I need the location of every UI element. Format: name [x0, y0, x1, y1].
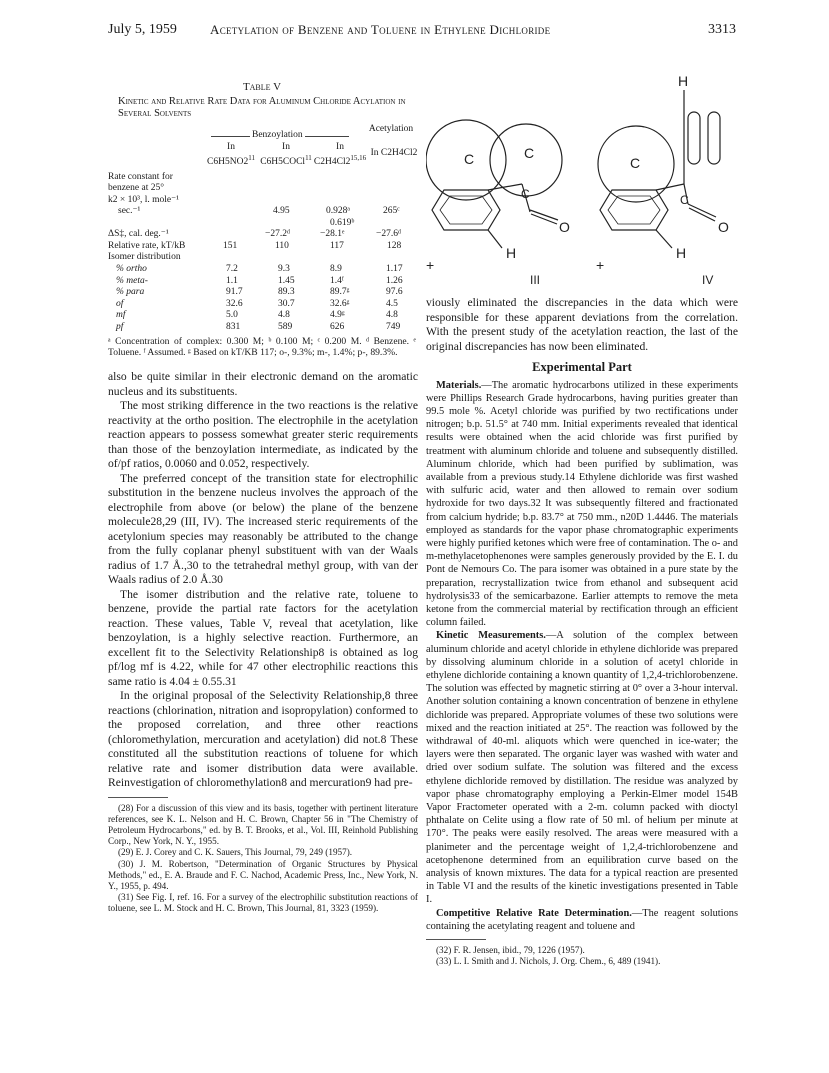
table-row: Rate constant for	[108, 171, 173, 182]
label-o: O	[718, 219, 729, 235]
table-cell: 7.2	[226, 264, 238, 275]
table-cell: 589	[278, 322, 293, 333]
table-row: sec.⁻¹ 4.95 0.928ᵃ 0.619ᵇ 265ᶜ	[118, 206, 400, 228]
table-cell: 4.8	[386, 310, 398, 321]
col-header-ethylene-dichloride: In C2H4Cl2$^{15,16}$	[313, 141, 367, 168]
table-cell: 89.3	[278, 287, 295, 298]
table-notes: ᵃ Concentration of complex: 0.300 M; ᵇ 0.100 M; ᶜ 0.200 M. ᵈ Benzene. ᵉ Toluene. ᶠ Assumed. ᵍ Based on kT/KB 117; o-, 9.3%; m-, 1.4%; p-, 89.3%.	[108, 335, 416, 359]
table-cell: 30.7	[278, 298, 295, 309]
table-cell: 831	[226, 322, 241, 333]
table-v	[108, 82, 416, 359]
col-header-ethylene-dichloride-2: In C2H4Cl2	[370, 147, 418, 158]
footnote: (30) J. M. Robertson, "Determination of Organic Structures by Physical Methods," ed., E. A. Braude and F. C. Nachod, Academic Press, Inc., New York, N. Y., 1955, p. 494.	[108, 858, 418, 891]
label-o: O	[559, 219, 570, 235]
table-cell: 8.9	[330, 264, 342, 275]
isomer-rows	[108, 264, 416, 334]
left-column	[108, 370, 418, 915]
transition-state-figure	[426, 72, 746, 292]
table-row: Isomer distribution	[108, 252, 181, 263]
label-h: H	[506, 245, 517, 261]
lobe-iv-1	[688, 112, 700, 164]
table-cell: 626	[330, 322, 345, 333]
table-cell: 91.7	[226, 287, 243, 298]
row-label: mf	[116, 310, 126, 321]
table-cell: 32.6	[226, 298, 243, 309]
right-column	[426, 296, 738, 967]
row-label: % meta-	[116, 275, 148, 286]
footnotes	[426, 945, 738, 967]
table-cell: 1.45	[278, 275, 295, 286]
table-cell: 4.9ᵍ	[330, 310, 345, 321]
row-label: of	[116, 298, 124, 309]
row-label: % para	[116, 287, 145, 298]
col-header-benzoyl-chloride: In C6H5COCl$^{11}$	[260, 141, 312, 168]
table-row	[108, 287, 416, 299]
table-row: benzene at 25°	[108, 183, 165, 194]
header-title: Acetylation of Benzene and Toluene in Ethylene Dichloride	[210, 22, 551, 37]
col-header-nitrobenzene: In $C6H5NO2^{11}$	[207, 141, 255, 168]
label-c: C	[464, 151, 475, 167]
table-cell: 749	[386, 322, 401, 333]
paragraph: also be quite similar in their electronic demand on the aromatic nucleus and its substituents.	[108, 370, 418, 398]
footnote: (32) F. R. Jensen, ibid., 79, 1226 (1957).	[436, 945, 585, 956]
table-cell: 97.6	[386, 287, 403, 298]
table-row	[108, 299, 416, 311]
table-row: Relative rate, kT/kB 151 110 117 128	[108, 240, 402, 251]
table-cell: 1.17	[386, 264, 403, 275]
paragraph-kinetic: Kinetic Measurements.—A solution of the complex between aluminum chloride and acetyl chloride in ethylene dichloride was prepared by dissolving aluminum chloride in a solution of acetyl chloride in ethylene dichloride containing a known quantity of 1,2,4-trichlorobenzene. The solution was effected by magnetic stirring at 0° over a 3-hour interval. Another solution containing a known concentration of benzene in ethylene dichloride was prepared. Appropriate volumes of these two solutions were mixed and the reaction initiated at 25°. The reaction was followed by the withdrawal of 40-ml. aliquots which were quenched in ice-water; the layers were then separated. The organic layer was washed with water and dried over sodium sulfate. The solution was filtered and the excess ethylene dichloride removed by distillation. The residue was analyzed by vapor phase chromatography employing a Perkin-Elmer model 154B Vapor Fractometer operated with a 2-m. column packed with dioctyl phthalate on Celite using a flow rate of 50 ml. of helium per minute at 170°. The peaks were easily resolved. The areas were measured with a planimeter and the percentage weight of 1,2,4-trichlorobenzene and acetophenone determined from an equilibration curve based on the analysis of known mixtures. The data for a typical reaction are presented in Table VI and the results of the kinetic investigations presented in Table I.	[426, 630, 738, 906]
footnote: (33) L. I. Smith and J. Nichols, J. Org. Chem., 6, 489 (1941).	[436, 956, 661, 967]
header-page-number: 3313	[708, 22, 736, 37]
table-cell: 1.26	[386, 275, 403, 286]
footnote-divider	[426, 939, 486, 940]
running-header	[0, 22, 829, 42]
plus-sign: +	[426, 257, 435, 273]
table-row	[108, 276, 416, 288]
label-h: H	[676, 245, 687, 261]
table-caption: Kinetic and Relative Rate Data for Aluminum Chloride Acylation in Several Solvents	[118, 95, 406, 119]
footnote-divider	[108, 797, 168, 798]
label-c: C	[680, 193, 689, 207]
figure-label-iii: III	[530, 273, 541, 287]
figure-label-iv: IV	[702, 273, 714, 287]
footnote: (29) E. J. Corey and C. K. Sauers, This Journal, 79, 249 (1957).	[118, 847, 353, 858]
paragraph: The isomer distribution and the relative rate, toluene to benzene, provide the partial rate factors for the acetylation reaction. These values, Table V, reveal that acetylation, like benzoylation, is a highly selective reaction. Furthermore, an excellent fit to the Selectivity Relationship8 is obtained as log pf/log mf is 4.22, while for 47 other electrophilic reactions this same ratio is 4.04 ± 0.55.31	[108, 587, 418, 688]
paragraph: viously eliminated the discrepancies in the data which were responsible for these apparent deviations from the correlation. With the present study of the acetylation reaction, the last of the original discrepancies has now been eliminated.	[426, 296, 738, 353]
label-h-top: H	[678, 73, 689, 89]
table-row: ΔS‡, cal. deg.⁻¹ −27.2ᵈ −28.1ᵉ −27.6ᵈ	[108, 229, 401, 240]
table-column-headers	[108, 124, 416, 172]
table-label: Table V	[242, 81, 282, 93]
table-cell: 1.1	[226, 275, 238, 286]
footnote: (31) See Fig. I, ref. 16. For a survey of the electrophilic substitution reactions of toluene, see L. M. Stock and H. C. Brown, This Journal, 81, 3323 (1959).	[108, 892, 418, 914]
experimental-text	[426, 379, 738, 934]
table-row: k2 × 10³, l. mole⁻¹	[108, 194, 179, 205]
table-cell: 89.7ᵍ	[330, 287, 350, 298]
acetylation-header: Acetylation	[368, 123, 414, 134]
section-heading: Experimental Part	[532, 360, 632, 374]
table-row	[108, 264, 416, 276]
benzoylation-header: Benzoylation	[252, 129, 303, 140]
paragraph: In the original proposal of the Selectivity Relationship,8 three reactions (chlorination, nitration and isopropylation) conformed to the proposed correlation, and three other reactions (chloromethylation, mercuration and acetylation) did not.8 These constituted all the substitution reactions of toluene for which relative rate and isomer distribution data were available. Reinvestigation of chloromethylation8 and mercuration9 had pre-	[108, 689, 418, 789]
table-cell: 32.6ᵍ	[330, 298, 350, 309]
footnotes	[108, 803, 418, 915]
table-row	[108, 322, 416, 334]
table-cell: 1.4ᶠ	[330, 275, 344, 286]
header-date: July 5, 1959	[108, 22, 177, 37]
label-c: C	[524, 145, 535, 161]
paragraph-competitive: Competitive Relative Rate Determination.—The reagent solutions containing the acetylating reagent and toluene and	[426, 907, 739, 932]
table-cell: 9.3	[278, 264, 290, 275]
label-c: C	[630, 155, 641, 171]
paragraph: The preferred concept of the transition state for electrophilic substitution in the benzene nucleus involves the approach of the electrophile from above (or below) the plane of the benzene molecule28,29 (III, IV). The increased steric requirements of the acetylonium species may reasonably be attributed to the change from the fully coplanar phenyl substituent with van der Waals radius of 1.7 Å.,30 to the tetrahedral methyl group, with van der Waals radius of 2.0 Å.30	[108, 471, 418, 586]
row-label: pf	[116, 322, 124, 333]
lobe-iv-2	[708, 112, 720, 164]
table-cell: 4.8	[278, 310, 290, 321]
table-cell: 4.5	[386, 298, 398, 309]
paragraph-materials: Materials.—The aromatic hydrocarbons utilized in these experiments were Phillips Research Grade hydrocarbons, having purities greater than 99.5 mole %. Acetyl chloride was purified by two rectifications under nitrogen; b.p. 51.5° at 740 mm. Initial experiments revealed that identical results were obtained when the acid chloride was first purified by treatment with aluminum chloride and toluene and subsequently distilled. Aluminum chloride, which had been purified by sublimation, was available from a previous study.14 Ethylene dichloride was first washed with sulfuric acid, water and then allowed to remain over sodium hydroxide for two days.32 It was subsequently filtered and fractionated from calcium hydride; b.p. 83.7° at 750 mm., n20D 1.4446. The materials employed as standards for the vapor phase chromatographic experiments were highly purified ketones which were free of contamination. The o- and m-methylacetophenones were samples generously provided by the E. I. du Pont de Nemours Co. The para isomer was obtained in a pure state by the preparation, recrystallization twice from ethanol and subsequent acid hydrolysis33 of the semicarbazone. Earlier attempts to remove the meta ketone from the commercial material by rectification through an efficient column failed.	[426, 379, 738, 629]
footnote: (28) For a discussion of this view and its basis, together with pertinent literature references, see K. L. Nelson and H. C. Brown, Chapter 56 in "The Chemistry of Petroleum Hydrocarbons," ed. by B. T. Brooks, et al., Vol. III, Reinhold Publishing Corp., New York, N. Y., 1955.	[108, 802, 418, 847]
paragraph: The most striking difference in the two reactions is the relative reactivity at the ortho position. The electrophile in the acetylation reaction appears to possess somewhat greater steric requirements than those of the benzoylation intermediate, as indicated by the of/pf ratios, 0.0060 and 0.052, respectively.	[108, 399, 418, 470]
table-cell: 5.0	[226, 310, 238, 321]
table-row	[108, 310, 416, 322]
plus-sign: +	[596, 257, 605, 273]
label-c: C	[521, 187, 530, 201]
row-label: % ortho	[116, 264, 147, 275]
